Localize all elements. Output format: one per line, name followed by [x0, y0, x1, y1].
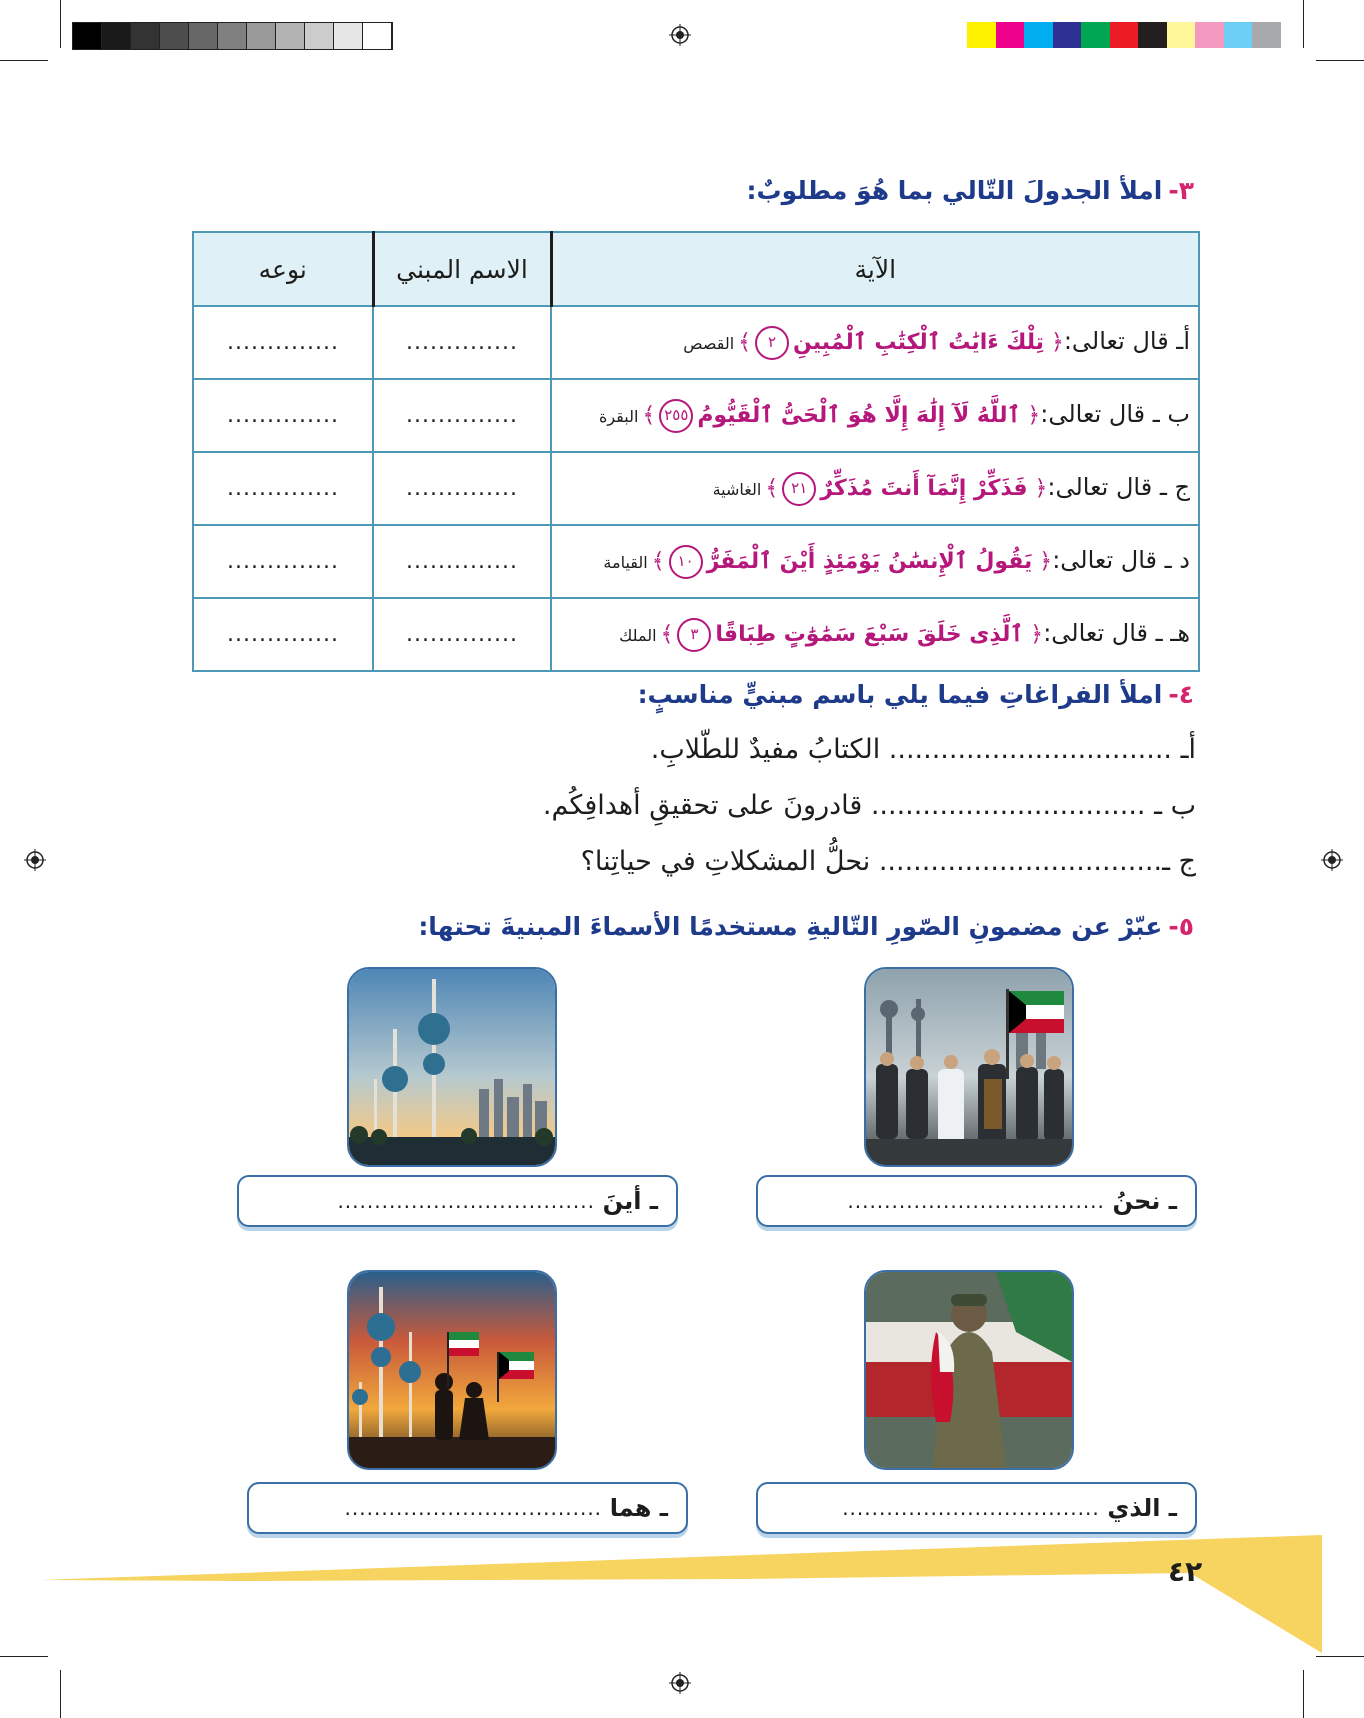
question-5-heading — [418, 912, 1194, 941]
type-blank[interactable]: .............. — [193, 306, 373, 379]
question-title: املأ الجدولَ التّالي بما هُوَ مطلوبٌ: — [746, 176, 1163, 205]
color-swatch — [1110, 22, 1139, 48]
verse-text: فَذَكِّرْ إِنَّمَآ أَنتَ مُذَكِّرٌ — [820, 475, 1028, 501]
gray-swatch — [160, 23, 189, 49]
ayah-number: ١٠ — [669, 545, 703, 579]
color-swatch — [1024, 22, 1053, 48]
surah-name: البقرة — [598, 406, 639, 426]
question-3-heading — [747, 176, 1194, 205]
verse-cell: ب ـ قال تعالى:﴿ ٱللَّهُ لَآ إِلَٰهَ إِلَّا هُوَ ٱلْحَىُّ ٱلْقَيُّومُ٢٥٥﴾البقرة — [551, 379, 1199, 452]
registration-mark-icon — [669, 24, 691, 46]
bracket-ornament: ﴾ — [651, 548, 665, 574]
bracket-ornament: ﴾ — [642, 402, 656, 428]
gray-swatch — [247, 23, 276, 49]
type-blank[interactable]: .............. — [193, 598, 373, 671]
gray-swatch — [189, 23, 218, 49]
question-4-heading — [638, 680, 1194, 709]
gray-swatch — [131, 23, 160, 49]
gray-swatch — [73, 23, 102, 49]
answer-blank[interactable]: ................................... — [344, 1496, 603, 1520]
verse-text: ٱللَّهُ لَآ إِلَٰهَ إِلَّا هُوَ ٱلْحَىُّ ٱلْقَيُّومُ — [697, 402, 1021, 428]
gray-swatch — [363, 23, 392, 49]
children-flags-image — [347, 1270, 557, 1470]
answer-blank[interactable]: ................................... — [842, 1496, 1100, 1520]
color-swatch — [1081, 22, 1110, 48]
bracket-ornament: ﴿ — [1030, 621, 1044, 647]
grayscale-calibration-bar — [72, 22, 393, 50]
ayah-number: ٢٥٥ — [659, 399, 693, 433]
color-swatch — [1053, 22, 1082, 48]
header-built-noun: الاسم المبني — [373, 232, 551, 306]
crop-mark — [1316, 1656, 1364, 1657]
registration-mark-icon — [1321, 849, 1343, 871]
surah-name: القصص — [683, 333, 735, 353]
answer-box-nahnu[interactable] — [756, 1175, 1197, 1227]
question-title: املأ الفراغاتِ فيما يلي باسم مبنيٍّ مناسبٍ: — [637, 680, 1163, 709]
ayah-number: ٢ — [755, 326, 789, 360]
color-swatch — [1167, 22, 1196, 48]
header-type: نوعه — [193, 232, 373, 306]
bracket-ornament: ﴾ — [765, 475, 779, 501]
color-swatch — [1138, 22, 1167, 48]
surah-name: الملك — [619, 625, 657, 645]
surah-name: الغاشية — [712, 479, 762, 499]
crop-mark — [0, 1656, 48, 1657]
built-noun-word: ـ أينَ — [602, 1187, 658, 1215]
type-blank[interactable]: .............. — [193, 379, 373, 452]
crop-mark — [1316, 60, 1364, 61]
table-row — [193, 306, 1199, 379]
crop-mark — [60, 1670, 61, 1718]
crop-mark — [60, 0, 61, 48]
built-noun-word: ـ نحنُ — [1112, 1187, 1177, 1215]
kuwait-towers-image — [347, 967, 557, 1167]
registration-mark-icon — [24, 849, 46, 871]
color-swatch — [1224, 22, 1253, 48]
gray-swatch — [334, 23, 363, 49]
table-row — [193, 452, 1199, 525]
verse-text: تِلْكَ ءَايَٰتُ ٱلْكِتَٰبِ ٱلْمُبِينِ — [793, 329, 1044, 355]
type-blank[interactable]: .............. — [193, 452, 373, 525]
footer-accent-band — [40, 1535, 1322, 1655]
answer-box-ayna[interactable] — [237, 1175, 678, 1227]
table-row — [193, 598, 1199, 671]
ayah-number: ٢١ — [782, 472, 816, 506]
verse-text: يَقُولُ ٱلْإِنسَٰنُ يَوْمَئِذٍ أَيْنَ ٱلْمَفَرُّ — [706, 548, 1033, 574]
crop-mark — [1303, 0, 1304, 48]
answer-blank[interactable]: ................................... — [337, 1189, 595, 1213]
color-swatch — [996, 22, 1025, 48]
question-number: ٣- — [1168, 176, 1194, 205]
surah-name: القيامة — [603, 552, 648, 572]
bracket-ornament: ﴿ — [1050, 329, 1064, 355]
verse-text: ٱلَّذِى خَلَقَ سَبْعَ سَمَٰوَٰتٍ طِبَاقًا — [715, 621, 1024, 647]
bracket-ornament: ﴾ — [738, 329, 752, 355]
soldier-flag-image — [864, 1270, 1074, 1470]
table-row — [193, 379, 1199, 452]
bracket-ornament: ﴿ — [1034, 475, 1048, 501]
built-noun-blank[interactable]: .............. — [373, 525, 551, 598]
ayah-number: ٣ — [677, 618, 711, 652]
answer-box-huma[interactable] — [247, 1482, 688, 1534]
header-verse: الآية — [551, 232, 1199, 306]
built-noun-blank[interactable]: .............. — [373, 452, 551, 525]
color-swatch — [1195, 22, 1224, 48]
question-number: ٤- — [1168, 680, 1194, 709]
table-header-row — [193, 232, 1199, 306]
gray-swatch — [305, 23, 334, 49]
verse-cell: ج ـ قال تعالى:﴿ فَذَكِّرْ إِنَّمَآ أَنتَ مُذَكِّرٌ٢١﴾الغاشية — [551, 452, 1199, 525]
fill-in-item[interactable]: ج ـ................................. نحلُّ المشكلاتِ في حياتِنا؟ — [580, 846, 1196, 877]
type-blank[interactable]: .............. — [193, 525, 373, 598]
verse-cell: د ـ قال تعالى:﴿ يَقُولُ ٱلْإِنسَٰنُ يَوْمَئِذٍ أَيْنَ ٱلْمَفَرُّ١٠﴾القيامة — [551, 525, 1199, 598]
page-number: ٤٢ — [1168, 1555, 1203, 1588]
gray-swatch — [102, 23, 131, 49]
gray-swatch — [276, 23, 305, 49]
built-noun-word: ـ الذي — [1107, 1494, 1177, 1522]
fill-in-item[interactable]: ب ـ ................................ قادرونَ على تحقيقِ أهدافِكُم. — [542, 790, 1196, 821]
workers-flag-image — [864, 967, 1074, 1167]
crop-mark — [1303, 1670, 1304, 1718]
crop-mark — [0, 60, 48, 61]
verse-cell: أـ قال تعالى:﴿ تِلْكَ ءَايَٰتُ ٱلْكِتَٰبِ ٱلْمُبِينِ٢﴾القصص — [551, 306, 1199, 379]
bracket-ornament: ﴿ — [1039, 548, 1053, 574]
built-noun-blank[interactable]: .............. — [373, 379, 551, 452]
question-title: عبّرْ عن مضمونِ الصّورِ التّاليةِ مستخدمًا الأسماءَ المبنيةَ تحتها: — [418, 912, 1163, 941]
table-row — [193, 525, 1199, 598]
gray-swatch — [218, 23, 247, 49]
color-swatch — [1252, 22, 1281, 48]
color-calibration-bar — [967, 22, 1281, 48]
answer-blank[interactable]: ................................... — [847, 1189, 1105, 1213]
bracket-ornament: ﴿ — [1027, 402, 1041, 428]
built-noun-word: ـ هما — [609, 1494, 668, 1522]
built-noun-blank[interactable]: .............. — [373, 306, 551, 379]
answer-box-alladhi[interactable] — [756, 1482, 1197, 1534]
question-number: ٥- — [1168, 912, 1194, 941]
bracket-ornament: ﴾ — [660, 621, 674, 647]
built-noun-blank[interactable]: .............. — [373, 598, 551, 671]
verse-cell: هـ ـ قال تعالى:﴿ ٱلَّذِى خَلَقَ سَبْعَ سَمَٰوَٰتٍ طِبَاقًا٣﴾الملك — [551, 598, 1199, 671]
registration-mark-icon — [669, 1672, 691, 1694]
color-swatch — [967, 22, 996, 48]
verses-table — [192, 231, 1200, 672]
fill-in-item[interactable]: أـ ................................. الكتابُ مفيدٌ للطّلابِ. — [650, 734, 1196, 765]
